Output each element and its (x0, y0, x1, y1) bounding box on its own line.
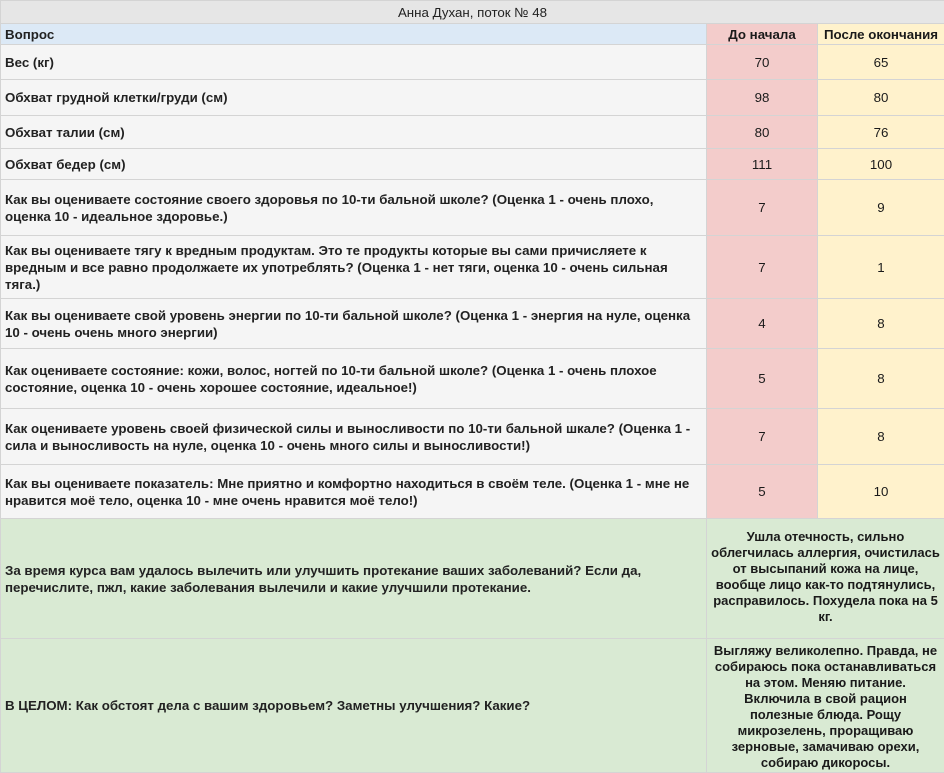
after-cell[interactable]: 8 (818, 409, 944, 465)
table-row (1, 465, 944, 519)
question-cell[interactable]: Как вы оцениваете свой уровень энергии по 10-ти бальной школе? (Оценка 1 - энергия на нуле, оценка 10 - очень очень много энергии) (1, 299, 707, 349)
table-row (1, 45, 944, 80)
question-cell[interactable]: За время курса вам удалось вылечить или улучшить протекание ваших заболеваний? Если да, перечислите, пжл, какие заболевания вылечили и какие улучшили протекание. (1, 519, 707, 639)
table-row (1, 180, 944, 236)
after-cell[interactable]: 8 (818, 349, 944, 409)
question-cell[interactable]: Как оцениваете состояние: кожи, волос, ногтей по 10-ти бальной школе? (Оценка 1 - очень плохое состояние, оценка 10 - очень хорошее состояние, идеальное!) (1, 349, 707, 409)
answer-cell[interactable]: Выгляжу великолепно. Правда, не собираюсь пока останавливаться на этом. Меняю питание. Включила в свой рацион полезные блюда. Рощу микрозелень, проращиваю зерновые, замачиваю орехи, собираю дикоросы. (707, 639, 944, 773)
table-row (1, 149, 944, 180)
before-cell[interactable]: 7 (707, 180, 818, 236)
after-cell[interactable]: 10 (818, 465, 944, 519)
after-cell[interactable]: 65 (818, 45, 944, 80)
before-cell[interactable]: 111 (707, 149, 818, 180)
after-cell[interactable]: 1 (818, 236, 944, 299)
after-cell[interactable]: 76 (818, 116, 944, 149)
before-cell[interactable]: 7 (707, 409, 818, 465)
question-cell[interactable]: В ЦЕЛОМ: Как обстоят дела с вашим здоровьем? Заметны улучшения? Какие? (1, 639, 707, 773)
before-cell[interactable]: 5 (707, 465, 818, 519)
question-cell[interactable]: Как вы оцениваете состояние своего здоровья по 10-ти бальной школе? (Оценка 1 - очень плохо, оценка 10 - идеальное здоровье.) (1, 180, 707, 236)
before-cell[interactable]: 4 (707, 299, 818, 349)
answer-cell[interactable]: Ушла отечность, сильно облегчилась аллергия, очистилась от высыпаний кожа на лице, вообще лицо как-то подтянулись, расправилось. Похудела пока на 5 кг. (707, 519, 944, 639)
after-cell[interactable]: 8 (818, 299, 944, 349)
before-cell[interactable]: 5 (707, 349, 818, 409)
table-row (1, 299, 944, 349)
text-answer-row (1, 519, 944, 639)
after-cell[interactable]: 80 (818, 80, 944, 116)
after-cell[interactable]: 9 (818, 180, 944, 236)
question-cell[interactable]: Обхват талии (см) (1, 116, 707, 149)
question-cell[interactable]: Вес (кг) (1, 45, 707, 80)
table-row (1, 116, 944, 149)
question-cell[interactable]: Как вы оцениваете тягу к вредным продуктам. Это те продукты которые вы сами причисляете к вредным и все равно продолжаете их употреблять? (Оценка 1 - нет тяги, оценка 10 - очень сильная тяга.) (1, 236, 707, 299)
question-cell[interactable]: Как вы оцениваете показатель: Мне приятно и комфортно находиться в своём теле. (Оценка 1 - мне не нравится моё тело, оценка 10 - мне очень нравится моё тело!) (1, 465, 707, 519)
table-row (1, 349, 944, 409)
header-before[interactable]: До начала (707, 24, 818, 45)
table-row (1, 80, 944, 116)
before-cell[interactable]: 70 (707, 45, 818, 80)
after-cell[interactable]: 100 (818, 149, 944, 180)
table-row (1, 236, 944, 299)
before-cell[interactable]: 80 (707, 116, 818, 149)
table-row (1, 409, 944, 465)
header-row (1, 24, 944, 45)
header-question[interactable]: Вопрос (1, 24, 707, 45)
sheet-title[interactable]: Анна Духан, поток № 48 (1, 1, 944, 24)
header-after[interactable]: После окончания (818, 24, 944, 45)
before-cell[interactable]: 7 (707, 236, 818, 299)
before-cell[interactable]: 98 (707, 80, 818, 116)
question-cell[interactable]: Обхват бедер (см) (1, 149, 707, 180)
question-cell[interactable]: Обхват грудной клетки/груди (см) (1, 80, 707, 116)
title-row (1, 1, 944, 24)
text-answer-row (1, 639, 944, 773)
question-cell[interactable]: Как оцениваете уровень своей физической силы и выносливости по 10-ти бальной шкале? (Оценка 1 - сила и выносливость на нуле, оценка 10 - очень много силы и выносливости!) (1, 409, 707, 465)
